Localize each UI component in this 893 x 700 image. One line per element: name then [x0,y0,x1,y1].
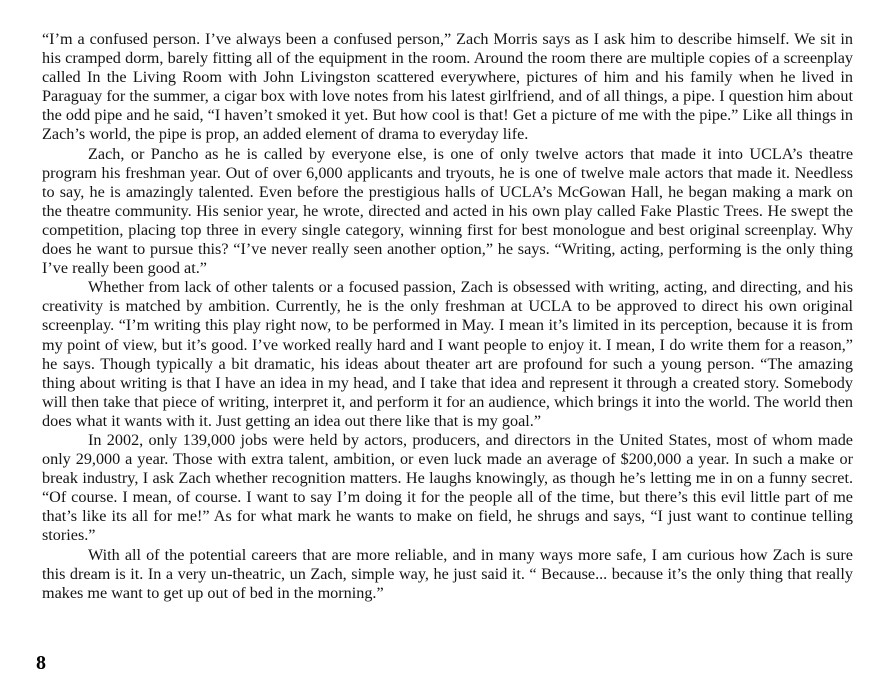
paragraph-5: With all of the potential careers that are more reliable, and in many ways more safe, I am curious how Zach is sure this dream is it. In a very un-theatric, un Zach, simple way, he just said it. “ Because... because it’s the only thing that really makes me want to get up out of bed in the morning.” [42,545,853,602]
paragraph-4: In 2002, only 139,000 jobs were held by actors, producers, and directors in the United States, most of whom made only 29,000 a year. Those with extra talent, ambition, or even luck made an average of $200,000 a year. In such a make or break industry, I ask Zach whether recognition matters. He laughs knowingly, as though he’s letting me in on a funny secret. “Of course. I mean, of course. I want to say I’m doing it for the people all of the time, but there’s this evil little part of me that’s like its all for me!” As for what mark he wants to make on field, he shrugs and says, “I just want to continue telling stories.” [42,430,853,545]
page-number: 8 [36,652,46,674]
paragraph-1: “I’m a confused person. I’ve always been a confused person,” Zach Morris says as I ask him to describe himself. We sit in his cramped dorm, barely fitting all of the equipment in the room. Around the room there are multiple copies of a screenplay called In the Living Room with John Livingston scattered everywhere, pictures of him and his family when he lived in Paraguay for the summer, a cigar box with love notes from his latest girlfriend, and of all things, a pipe. I question him about the odd pipe and he said, “I haven’t smoked it yet. But how cool is that! Get a picture of me with the pipe.” Like all things in Zach’s world, the pipe is prop, an added element of drama to everyday life. [42,30,853,144]
article-body [42,30,853,603]
paragraph-2: Zach, or Pancho as he is called by everyone else, is one of only twelve actors that made it into UCLA’s theatre program his freshman year. Out of over 6,000 applicants and tryouts, he is one of twelve male actors that made it. Needless to say, he is amazingly talented. Even before the prestigious halls of UCLA’s McGowan Hall, he began making a mark on the theatre community. His senior year, he wrote, directed and acted in his own play called Fake Plastic Trees. He swept the competition, placing top three in every single category, winning first for best monologue and best original screenplay. Why does he want to pursue this? “I’ve never really seen another option,” he says. “Writing, acting, performing is the only thing I’ve really been good at.” [42,144,853,278]
paragraph-3: Whether from lack of other talents or a focused passion, Zach is obsessed with writing, acting, and directing, and his creativity is matched by ambition. Currently, he is the only freshman at UCLA to be approved to direct his own original screenplay. “I’m writing this play right now, to be performed in May. I mean it’s limited in its perception, because it is from my point of view, but it’s good. I’ve worked really hard and I want people to enjoy it. I mean, I do write them for a reason,” he says. Though typically a bit dramatic, his ideas about theater art are profound for such a young person. “The amazing thing about writing is that I have an idea in my head, and I take that idea and represent it through a created story. Somebody will then take that piece of writing, interpret it, and perform it for an audience, which brings it into the world. The world then does what it wants with it. Just getting an idea out there like that is my goal.” [42,278,853,430]
